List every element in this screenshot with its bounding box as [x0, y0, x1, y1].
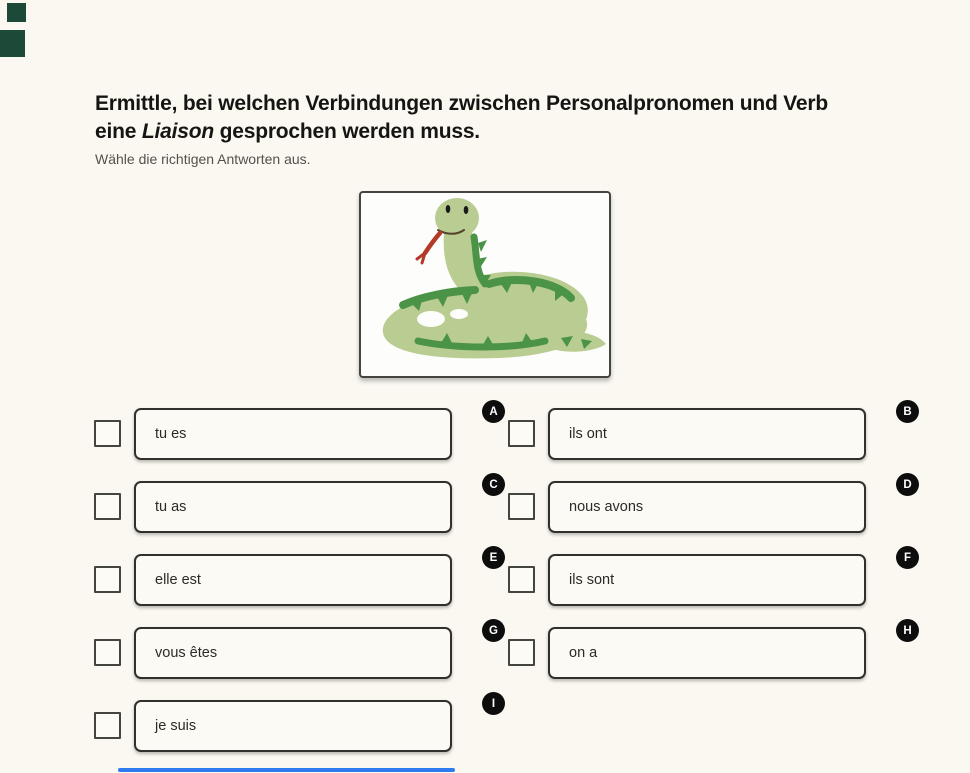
- answer-option-h: [508, 624, 912, 679]
- answer-label: on a: [569, 645, 598, 661]
- corner-square-top: [7, 3, 26, 22]
- option-letter-badge: G: [482, 619, 505, 642]
- answer-box-h[interactable]: [548, 624, 912, 679]
- checkbox-option-g[interactable]: [94, 639, 121, 666]
- task-title-italic-term: Liaison: [141, 120, 214, 143]
- answer-box-e[interactable]: [134, 551, 498, 606]
- checkbox-option-c[interactable]: [94, 493, 121, 520]
- option-letter-badge: I: [482, 692, 505, 715]
- answer-column-left: [94, 405, 498, 773]
- answer-box-c[interactable]: [134, 478, 498, 533]
- option-letter-badge: H: [896, 619, 919, 642]
- answer-box-a[interactable]: [134, 405, 498, 460]
- exercise-image-panel: [359, 191, 611, 378]
- answer-label: ils ont: [569, 426, 607, 442]
- answer-label: elle est: [155, 572, 201, 588]
- option-letter-badge: B: [896, 400, 919, 423]
- checkbox-option-f[interactable]: [508, 566, 535, 593]
- option-letter-badge: E: [482, 546, 505, 569]
- answer-option-i: [94, 697, 496, 752]
- answer-column-right: [508, 405, 912, 700]
- answer-label: ils sont: [569, 572, 615, 588]
- checkbox-option-h[interactable]: [508, 639, 535, 666]
- snake-image: [361, 193, 609, 376]
- answer-box-b[interactable]: [548, 405, 912, 460]
- answer-label: je suis: [155, 718, 197, 734]
- answer-option-e: [94, 551, 498, 606]
- answer-option-g: [94, 624, 498, 679]
- checkbox-option-e[interactable]: [94, 566, 121, 593]
- bottom-focus-line: [118, 768, 455, 772]
- corner-square-bottom: [0, 30, 25, 57]
- answer-box-d[interactable]: [548, 478, 912, 533]
- option-letter-badge: F: [896, 546, 919, 569]
- task-title-part2: gesprochen werden muss.: [213, 120, 480, 143]
- answer-option-f: [508, 551, 912, 606]
- checkbox-option-d[interactable]: [508, 493, 535, 520]
- answer-option-c: [94, 478, 498, 533]
- option-letter-badge: A: [482, 400, 505, 423]
- answer-option-a: [94, 405, 498, 460]
- task-title-part1: Ermittle, bei welchen Verbindungen zwischen Personalpronomen und Verb eine: [95, 92, 829, 143]
- answer-option-d: [508, 478, 912, 533]
- snake-tongue: [417, 233, 440, 263]
- option-letter-badge: C: [482, 473, 505, 496]
- answer-box-g[interactable]: [134, 624, 498, 679]
- checkbox-option-b[interactable]: [508, 420, 535, 447]
- task-subtitle: Wähle die richtigen Antworten aus.: [95, 151, 311, 167]
- answer-option-b: [508, 405, 912, 460]
- answer-box-f[interactable]: [548, 551, 912, 606]
- answer-label: tu es: [155, 426, 187, 442]
- checkbox-option-i[interactable]: [94, 712, 121, 739]
- option-letter-badge: D: [896, 473, 919, 496]
- answer-label: nous avons: [569, 499, 644, 515]
- answer-box-i[interactable]: [134, 697, 496, 752]
- answer-label: tu as: [155, 499, 187, 515]
- answer-label: vous êtes: [155, 645, 218, 661]
- task-title: [95, 90, 870, 146]
- checkbox-option-a[interactable]: [94, 420, 121, 447]
